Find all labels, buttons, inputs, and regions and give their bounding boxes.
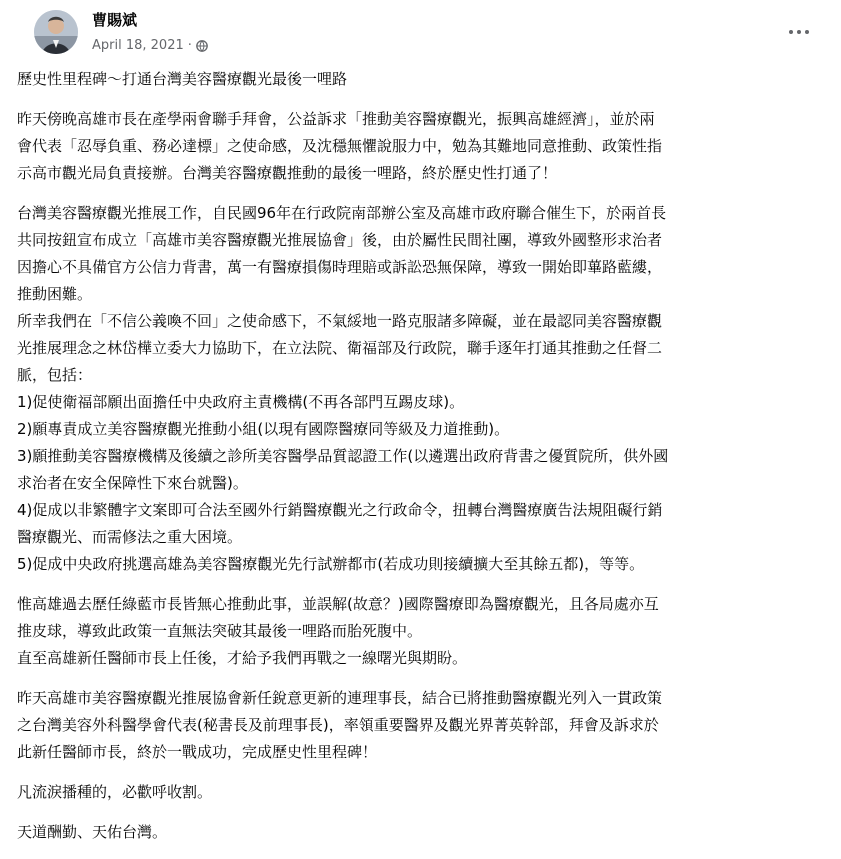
text-line: 推動困難。: [17, 285, 93, 303]
text-line: 此新任醫師市長，終於一戰成功，完成歷史性里程碑！: [17, 743, 378, 761]
profile-photo-icon: [34, 10, 78, 54]
paragraph-2: [17, 200, 827, 578]
text-line: 惟高雄過去歷任綠藍市長皆無心推動此事，並誤解(故意？)國際醫療即為醫療觀光，且各局處亦互: [17, 595, 659, 613]
text-line: 台灣美容醫療觀光推展工作，自民國96年在行政院南部辦公室及高雄市政府聯合催生下，於兩首長: [17, 204, 667, 222]
post-body: [17, 66, 827, 859]
list-item: 求治者在安全保障性下來台就醫)。: [17, 474, 248, 492]
list-item: 3)願推動美容醫療機構及後續之診所美容醫學品質認證工作(以遴選出政府背書之優質院所，供外國: [17, 447, 669, 465]
paragraph-3: [17, 591, 827, 672]
meta-separator: ·: [187, 38, 192, 53]
text-line: 會代表「忍辱負重、務必達標」之使命感，及沈穩無懼說服力中，勉為其難地同意推動、政策性指: [17, 137, 663, 155]
text-line: 推皮球，導致此政策一直無法突破其最後一哩路而胎死腹中。: [17, 622, 423, 640]
paragraph-4: [17, 685, 827, 766]
paragraph-1: [17, 106, 827, 187]
list-item: 醫療觀光、而需修法之重大困境。: [17, 528, 243, 546]
text-line: 凡流淚播種的，必歡呼收割。: [17, 783, 213, 801]
text-line: 因擔心不具備官方公信力背書，萬一有醫療損傷時理賠或訴訟恐無保障，導致一開始即蓽路藍縷，: [17, 258, 663, 276]
text-line: 歷史性里程碑～打通台灣美容醫療觀光最後一哩路: [17, 70, 348, 88]
author-name[interactable]: 曹賜斌: [92, 11, 138, 29]
post-title-line: [17, 66, 827, 93]
text-line: 示高市觀光局負責接辦。台灣美容醫療觀推動的最後一哩路，終於歷史性打通了！: [17, 164, 558, 182]
paragraph-5: [17, 779, 827, 806]
text-line: 直至高雄新任醫師市長上任後，才給予我們再戰之一線曙光與期盼。: [17, 649, 468, 667]
text-line: 天道酬勤、天佑台灣。: [17, 823, 168, 841]
text-line: 昨天傍晚高雄市長在產學兩會聯手拜會，公益訴求「推動美容醫療觀光，振興高雄經濟」，並於兩: [17, 110, 655, 128]
list-item: 2)願專責成立美容醫療觀光推動小組(以現有國際醫療同等級及力道推動)。: [17, 420, 510, 438]
post-date[interactable]: April 18, 2021: [92, 38, 184, 53]
paragraph-6: [17, 819, 827, 846]
more-options-icon[interactable]: [785, 22, 813, 42]
post-header: [17, 0, 827, 66]
list-item: 4)促成以非繁體字文案即可合法至國外行銷醫療觀光之行政命令，扭轉台灣醫療廣告法規阻礙行銷: [17, 501, 663, 519]
list-item: 1)促使衛福部願出面擔任中央政府主責機構(不再各部門互踢皮球)。: [17, 393, 465, 411]
post-meta: [92, 38, 208, 53]
globe-icon[interactable]: [196, 40, 208, 52]
text-line: 脈，包括：: [17, 366, 93, 384]
text-line: 共同按鈕宣布成立「高雄市美容醫療觀光推展協會」後，由於屬性民間社團，導致外國整形求治者: [17, 231, 663, 249]
text-line: 昨天高雄市美容醫療觀光推展協會新任銳意更新的連理事長，結合已將推動醫療觀光列入一貫政策: [17, 689, 663, 707]
text-line: 光推展理念之林岱樺立委大力協助下，在立法院、衛福部及行政院，聯手逐年打通其推動之任督二: [17, 339, 663, 357]
list-item: 5)促成中央政府挑選高雄為美容醫療觀光先行試辦都市(若成功則接續擴大至其餘五都)，等等。: [17, 555, 645, 573]
text-line: 所幸我們在「不信公義喚不回」之使命感下，不氣綏地一路克服諸多障礙，並在最認同美容醫療觀: [17, 312, 663, 330]
text-line: 之台灣美容外科醫學會代表(秘書長及前理事長)，率領重要醫界及觀光界菁英幹部，拜會及訴求於: [17, 716, 659, 734]
avatar[interactable]: [34, 10, 78, 54]
